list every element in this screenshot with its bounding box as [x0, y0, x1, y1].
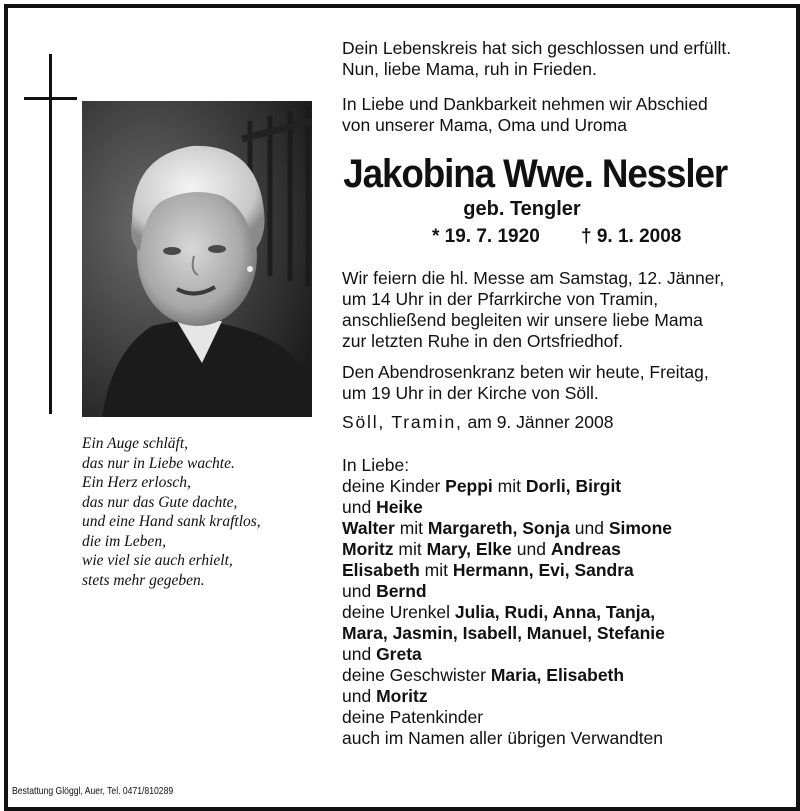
funeral-home-credit: Bestattung Glöggl, Auer, Tel. 0471/810289: [12, 785, 174, 797]
cross-bar: [24, 97, 77, 100]
rosary-line: Den Abendrosenkranz beten wir heute, Freitag,: [342, 362, 709, 382]
family-line: und Greta: [342, 644, 422, 664]
motto: [342, 38, 772, 80]
family-line: auch im Namen aller übrigen Verwandten: [342, 728, 664, 748]
birth-name: geb. Tengler: [463, 198, 581, 220]
birth-date: * 19. 7. 1920: [432, 226, 540, 247]
family-line: deine Urenkel Julia, Rudi, Anna, Tanja,: [342, 602, 656, 622]
intro-line: von unserer Mama, Oma und Uroma: [342, 115, 627, 135]
mass-line: anschließend begleiten wir unsere liebe Mama: [342, 310, 703, 330]
mass-line: um 14 Uhr in der Pfarrkirche von Tramin,: [342, 289, 659, 309]
intro: [342, 94, 772, 136]
poem: [82, 434, 322, 590]
family-line: Moritz mit Mary, Elke und Andreas: [342, 539, 621, 559]
poem-line: die im Leben,: [82, 532, 166, 550]
cross-icon: [49, 54, 52, 414]
family-line: Mara, Jasmin, Isabell, Manuel, Stefanie: [342, 623, 665, 643]
family-line: und Moritz: [342, 686, 428, 706]
rosary-line: um 19 Uhr in der Kirche von Söll.: [342, 383, 599, 403]
motto-line: Nun, liebe Mama, ruh in Frieden.: [342, 59, 597, 79]
poem-line: das nur das Gute dachte,: [82, 493, 238, 511]
portrait-photo: [82, 101, 312, 417]
deceased-name: Jakobina Wwe. Nessler: [343, 152, 728, 196]
place-date: [342, 412, 772, 433]
poem-line: wie viel sie auch erhielt,: [82, 552, 233, 569]
poem-line: stets mehr gegeben.: [82, 571, 205, 589]
intro-line: In Liebe und Dankbarkeit nehmen wir Abschied: [342, 94, 708, 114]
family-line: und Heike: [342, 497, 423, 517]
mass-line: Wir feiern die hl. Messe am Samstag, 12. Jänner,: [342, 268, 725, 288]
family-list: [342, 455, 772, 749]
family-line: deine Geschwister Maria, Elisabeth: [342, 665, 625, 685]
place-name: Söll, Tramin,: [342, 412, 463, 432]
motto-line: Dein Lebenskreis hat sich geschlossen und erfüllt.: [342, 38, 732, 58]
family-line: deine Patenkinder: [342, 707, 484, 727]
poem-line: Ein Auge schläft,: [82, 435, 189, 452]
death-date: † 9. 1. 2008: [581, 226, 682, 247]
poem-line: Ein Herz erlosch,: [82, 474, 191, 491]
poem-line: das nur in Liebe wachte.: [82, 454, 235, 472]
family-heading: In Liebe:: [342, 455, 410, 475]
family-line: Elisabeth mit Hermann, Evi, Sandra: [342, 560, 634, 580]
family-line: deine Kinder Peppi mit Dorli, Birgit: [342, 476, 622, 496]
mass-announcement: [342, 268, 772, 352]
poem-line: und eine Hand sank kraftlos,: [82, 513, 261, 530]
rosary-announcement: [342, 362, 772, 404]
family-line: Walter mit Margareth, Sonja und Simone: [342, 518, 673, 538]
family-line: und Bernd: [342, 581, 427, 601]
date-text: am 9. Jänner 2008: [462, 412, 614, 432]
mass-line: zur letzten Ruhe in den Ortsfriedhof.: [342, 331, 624, 351]
